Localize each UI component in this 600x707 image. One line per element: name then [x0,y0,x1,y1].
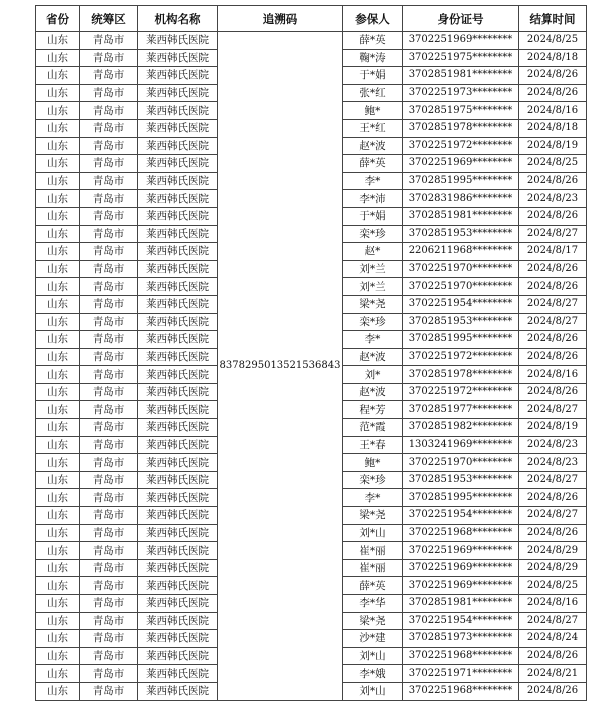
person-cell: 鲍* [343,102,403,120]
settle-date-cell: 2024/8/26 [519,84,587,102]
settle-date-cell: 2024/8/26 [519,172,587,190]
area-cell: 青岛市 [80,471,138,489]
province-cell: 山东 [36,260,80,278]
settle-date-cell: 2024/8/26 [519,331,587,349]
person-cell: 刘*山 [343,682,403,700]
person-cell: 鲍* [343,454,403,472]
id-number-cell: 3702851953******** [403,471,519,489]
settle-date-cell: 2024/8/26 [519,524,587,542]
settle-date-cell: 2024/8/17 [519,243,587,261]
province-cell: 山东 [36,436,80,454]
settle-date-cell: 2024/8/27 [519,612,587,630]
province-cell: 山东 [36,172,80,190]
settle-date-cell: 2024/8/27 [519,225,587,243]
id-number-cell: 3702251971******** [403,665,519,683]
area-cell: 青岛市 [80,84,138,102]
province-cell: 山东 [36,577,80,595]
settle-date-cell: 2024/8/27 [519,313,587,331]
person-cell: 梁*尧 [343,507,403,525]
person-cell: 李*娥 [343,665,403,683]
province-cell: 山东 [36,559,80,577]
trace-code-cell: 8378295013521536843 [218,32,343,701]
province-cell: 山东 [36,348,80,366]
id-number-cell: 3702251969******** [403,542,519,560]
person-cell: 崔*丽 [343,542,403,560]
province-cell: 山东 [36,155,80,173]
id-number-cell: 3702851953******** [403,313,519,331]
province-cell: 山东 [36,454,80,472]
institution-cell: 莱西韩氏医院 [138,489,218,507]
institution-cell: 莱西韩氏医院 [138,137,218,155]
person-cell: 程*芳 [343,401,403,419]
area-cell: 青岛市 [80,190,138,208]
institution-cell: 莱西韩氏医院 [138,172,218,190]
id-number-cell: 2206211968******** [403,243,519,261]
institution-cell: 莱西韩氏医院 [138,155,218,173]
settle-date-cell: 2024/8/26 [519,278,587,296]
settle-date-cell: 2024/8/25 [519,32,587,50]
province-cell: 山东 [36,295,80,313]
institution-cell: 莱西韩氏医院 [138,682,218,700]
area-cell: 青岛市 [80,682,138,700]
institution-cell: 莱西韩氏医院 [138,348,218,366]
settle-date-cell: 2024/8/23 [519,190,587,208]
institution-cell: 莱西韩氏医院 [138,630,218,648]
person-cell: 崔*丽 [343,559,403,577]
person-cell: 梁*尧 [343,612,403,630]
settle-date-cell: 2024/8/26 [519,260,587,278]
settle-date-cell: 2024/8/18 [519,119,587,137]
settle-date-cell: 2024/8/26 [519,67,587,85]
id-number-cell: 3702251954******** [403,612,519,630]
institution-cell: 莱西韩氏医院 [138,577,218,595]
institution-cell: 莱西韩氏医院 [138,542,218,560]
person-cell: 栾*珍 [343,313,403,331]
province-cell: 山东 [36,243,80,261]
id-number-cell: 3702851978******** [403,119,519,137]
province-cell: 山东 [36,595,80,613]
province-cell: 山东 [36,507,80,525]
area-cell: 青岛市 [80,542,138,560]
settle-date-cell: 2024/8/27 [519,471,587,489]
id-number-cell: 3702851981******** [403,67,519,85]
id-number-cell: 1303241969******** [403,436,519,454]
province-cell: 山东 [36,102,80,120]
area-cell: 青岛市 [80,295,138,313]
institution-cell: 莱西韩氏医院 [138,331,218,349]
area-cell: 青岛市 [80,577,138,595]
id-number-cell: 3702251954******** [403,507,519,525]
id-number-cell: 3702851995******** [403,331,519,349]
id-number-cell: 3702851953******** [403,225,519,243]
person-cell: 赵*波 [343,348,403,366]
settle-date-cell: 2024/8/27 [519,295,587,313]
person-cell: 梁*尧 [343,295,403,313]
area-cell: 青岛市 [80,595,138,613]
settle-date-cell: 2024/8/26 [519,348,587,366]
area-cell: 青岛市 [80,436,138,454]
settle-date-cell: 2024/8/25 [519,577,587,595]
province-cell: 山东 [36,471,80,489]
area-cell: 青岛市 [80,383,138,401]
id-number-cell: 3702251975******** [403,49,519,67]
province-cell: 山东 [36,489,80,507]
settle-date-cell: 2024/8/16 [519,366,587,384]
institution-cell: 莱西韩氏医院 [138,207,218,225]
id-number-cell: 3702251972******** [403,348,519,366]
institution-cell: 莱西韩氏医院 [138,647,218,665]
settle-date-cell: 2024/8/29 [519,559,587,577]
id-number-cell: 3702851982******** [403,419,519,437]
institution-cell: 莱西韩氏医院 [138,32,218,50]
area-cell: 青岛市 [80,331,138,349]
institution-cell: 莱西韩氏医院 [138,612,218,630]
institution-cell: 莱西韩氏医院 [138,419,218,437]
institution-cell: 莱西韩氏医院 [138,67,218,85]
province-cell: 山东 [36,67,80,85]
institution-cell: 莱西韩氏医院 [138,471,218,489]
header-area: 统筹区 [80,6,138,32]
id-number-cell: 3702851995******** [403,489,519,507]
institution-cell: 莱西韩氏医院 [138,436,218,454]
settle-date-cell: 2024/8/25 [519,155,587,173]
table-row [36,32,587,50]
area-cell: 青岛市 [80,524,138,542]
institution-cell: 莱西韩氏医院 [138,119,218,137]
person-cell: 薛*英 [343,155,403,173]
institution-cell: 莱西韩氏医院 [138,313,218,331]
area-cell: 青岛市 [80,559,138,577]
person-cell: 赵*波 [343,383,403,401]
area-cell: 青岛市 [80,419,138,437]
province-cell: 山东 [36,366,80,384]
header-trace-code: 追溯码 [218,6,343,32]
header-person: 参保人 [343,6,403,32]
id-number-cell: 3702851977******** [403,401,519,419]
province-cell: 山东 [36,84,80,102]
settle-date-cell: 2024/8/26 [519,682,587,700]
province-cell: 山东 [36,190,80,208]
person-cell: 栾*珍 [343,225,403,243]
id-number-cell: 3702251970******** [403,278,519,296]
area-cell: 青岛市 [80,49,138,67]
id-number-cell: 3702851975******** [403,102,519,120]
settle-date-cell: 2024/8/26 [519,647,587,665]
area-cell: 青岛市 [80,348,138,366]
area-cell: 青岛市 [80,137,138,155]
id-number-cell: 3702251968******** [403,647,519,665]
area-cell: 青岛市 [80,102,138,120]
area-cell: 青岛市 [80,32,138,50]
header-province: 省份 [36,6,80,32]
province-cell: 山东 [36,401,80,419]
institution-cell: 莱西韩氏医院 [138,507,218,525]
person-cell: 李* [343,172,403,190]
province-cell: 山东 [36,647,80,665]
area-cell: 青岛市 [80,401,138,419]
institution-cell: 莱西韩氏医院 [138,401,218,419]
settle-date-cell: 2024/8/29 [519,542,587,560]
person-cell: 鞠*涛 [343,49,403,67]
area-cell: 青岛市 [80,612,138,630]
area-cell: 青岛市 [80,647,138,665]
id-number-cell: 3702251969******** [403,577,519,595]
id-number-cell: 3702251969******** [403,155,519,173]
table-header [36,6,587,32]
person-cell: 于*娟 [343,207,403,225]
id-number-cell: 3702251972******** [403,137,519,155]
province-cell: 山东 [36,524,80,542]
settle-date-cell: 2024/8/16 [519,595,587,613]
settlement-table [35,5,587,701]
area-cell: 青岛市 [80,155,138,173]
institution-cell: 莱西韩氏医院 [138,278,218,296]
settle-date-cell: 2024/8/19 [519,419,587,437]
province-cell: 山东 [36,612,80,630]
institution-cell: 莱西韩氏医院 [138,243,218,261]
person-cell: 范*霞 [343,419,403,437]
settle-date-cell: 2024/8/27 [519,401,587,419]
id-number-cell: 3702251970******** [403,260,519,278]
institution-cell: 莱西韩氏医院 [138,366,218,384]
id-number-cell: 3702251973******** [403,84,519,102]
area-cell: 青岛市 [80,278,138,296]
id-number-cell: 3702851981******** [403,595,519,613]
person-cell: 刘*兰 [343,260,403,278]
settle-date-cell: 2024/8/16 [519,102,587,120]
settle-date-cell: 2024/8/21 [519,665,587,683]
institution-cell: 莱西韩氏医院 [138,260,218,278]
id-number-cell: 3702831986******** [403,190,519,208]
person-cell: 赵*波 [343,137,403,155]
header-row [36,6,587,32]
area-cell: 青岛市 [80,172,138,190]
institution-cell: 莱西韩氏医院 [138,595,218,613]
area-cell: 青岛市 [80,67,138,85]
person-cell: 李*华 [343,595,403,613]
person-cell: 张*红 [343,84,403,102]
id-number-cell: 3702851973******** [403,630,519,648]
province-cell: 山东 [36,137,80,155]
province-cell: 山东 [36,682,80,700]
id-number-cell: 3702251968******** [403,682,519,700]
institution-cell: 莱西韩氏医院 [138,383,218,401]
person-cell: 刘*兰 [343,278,403,296]
province-cell: 山东 [36,225,80,243]
area-cell: 青岛市 [80,630,138,648]
person-cell: 于*娟 [343,67,403,85]
province-cell: 山东 [36,383,80,401]
id-number-cell: 3702851981******** [403,207,519,225]
settle-date-cell: 2024/8/19 [519,137,587,155]
settle-date-cell: 2024/8/26 [519,383,587,401]
area-cell: 青岛市 [80,507,138,525]
area-cell: 青岛市 [80,243,138,261]
institution-cell: 莱西韩氏医院 [138,49,218,67]
settle-date-cell: 2024/8/23 [519,436,587,454]
province-cell: 山东 [36,419,80,437]
area-cell: 青岛市 [80,260,138,278]
province-cell: 山东 [36,119,80,137]
province-cell: 山东 [36,331,80,349]
province-cell: 山东 [36,630,80,648]
institution-cell: 莱西韩氏医院 [138,225,218,243]
header-institution: 机构名称 [138,6,218,32]
id-number-cell: 3702251954******** [403,295,519,313]
settle-date-cell: 2024/8/18 [519,49,587,67]
institution-cell: 莱西韩氏医院 [138,665,218,683]
person-cell: 刘* [343,366,403,384]
province-cell: 山东 [36,313,80,331]
person-cell: 薛*英 [343,577,403,595]
person-cell: 刘*山 [343,524,403,542]
area-cell: 青岛市 [80,207,138,225]
institution-cell: 莱西韩氏医院 [138,102,218,120]
settle-date-cell: 2024/8/26 [519,207,587,225]
institution-cell: 莱西韩氏医院 [138,454,218,472]
area-cell: 青岛市 [80,313,138,331]
institution-cell: 莱西韩氏医院 [138,190,218,208]
person-cell: 栾*珍 [343,471,403,489]
person-cell: 王*红 [343,119,403,137]
province-cell: 山东 [36,49,80,67]
province-cell: 山东 [36,32,80,50]
institution-cell: 莱西韩氏医院 [138,524,218,542]
id-number-cell: 3702251969******** [403,559,519,577]
settle-date-cell: 2024/8/24 [519,630,587,648]
header-settle-date: 结算时间 [519,6,587,32]
province-cell: 山东 [36,665,80,683]
person-cell: 李*沛 [343,190,403,208]
id-number-cell: 3702251968******** [403,524,519,542]
settle-date-cell: 2024/8/27 [519,507,587,525]
header-id-number: 身份证号 [403,6,519,32]
area-cell: 青岛市 [80,489,138,507]
id-number-cell: 3702251972******** [403,383,519,401]
person-cell: 沙*建 [343,630,403,648]
area-cell: 青岛市 [80,225,138,243]
province-cell: 山东 [36,207,80,225]
person-cell: 李* [343,489,403,507]
province-cell: 山东 [36,542,80,560]
person-cell: 薛*英 [343,32,403,50]
area-cell: 青岛市 [80,366,138,384]
person-cell: 刘*山 [343,647,403,665]
area-cell: 青岛市 [80,454,138,472]
institution-cell: 莱西韩氏医院 [138,84,218,102]
table-body [36,32,587,701]
person-cell: 赵* [343,243,403,261]
id-number-cell: 3702851995******** [403,172,519,190]
person-cell: 王*春 [343,436,403,454]
area-cell: 青岛市 [80,119,138,137]
id-number-cell: 3702851978******** [403,366,519,384]
person-cell: 李* [343,331,403,349]
settle-date-cell: 2024/8/26 [519,489,587,507]
area-cell: 青岛市 [80,665,138,683]
province-cell: 山东 [36,278,80,296]
institution-cell: 莱西韩氏医院 [138,295,218,313]
settle-date-cell: 2024/8/23 [519,454,587,472]
institution-cell: 莱西韩氏医院 [138,559,218,577]
id-number-cell: 3702251969******** [403,32,519,50]
id-number-cell: 3702251970******** [403,454,519,472]
